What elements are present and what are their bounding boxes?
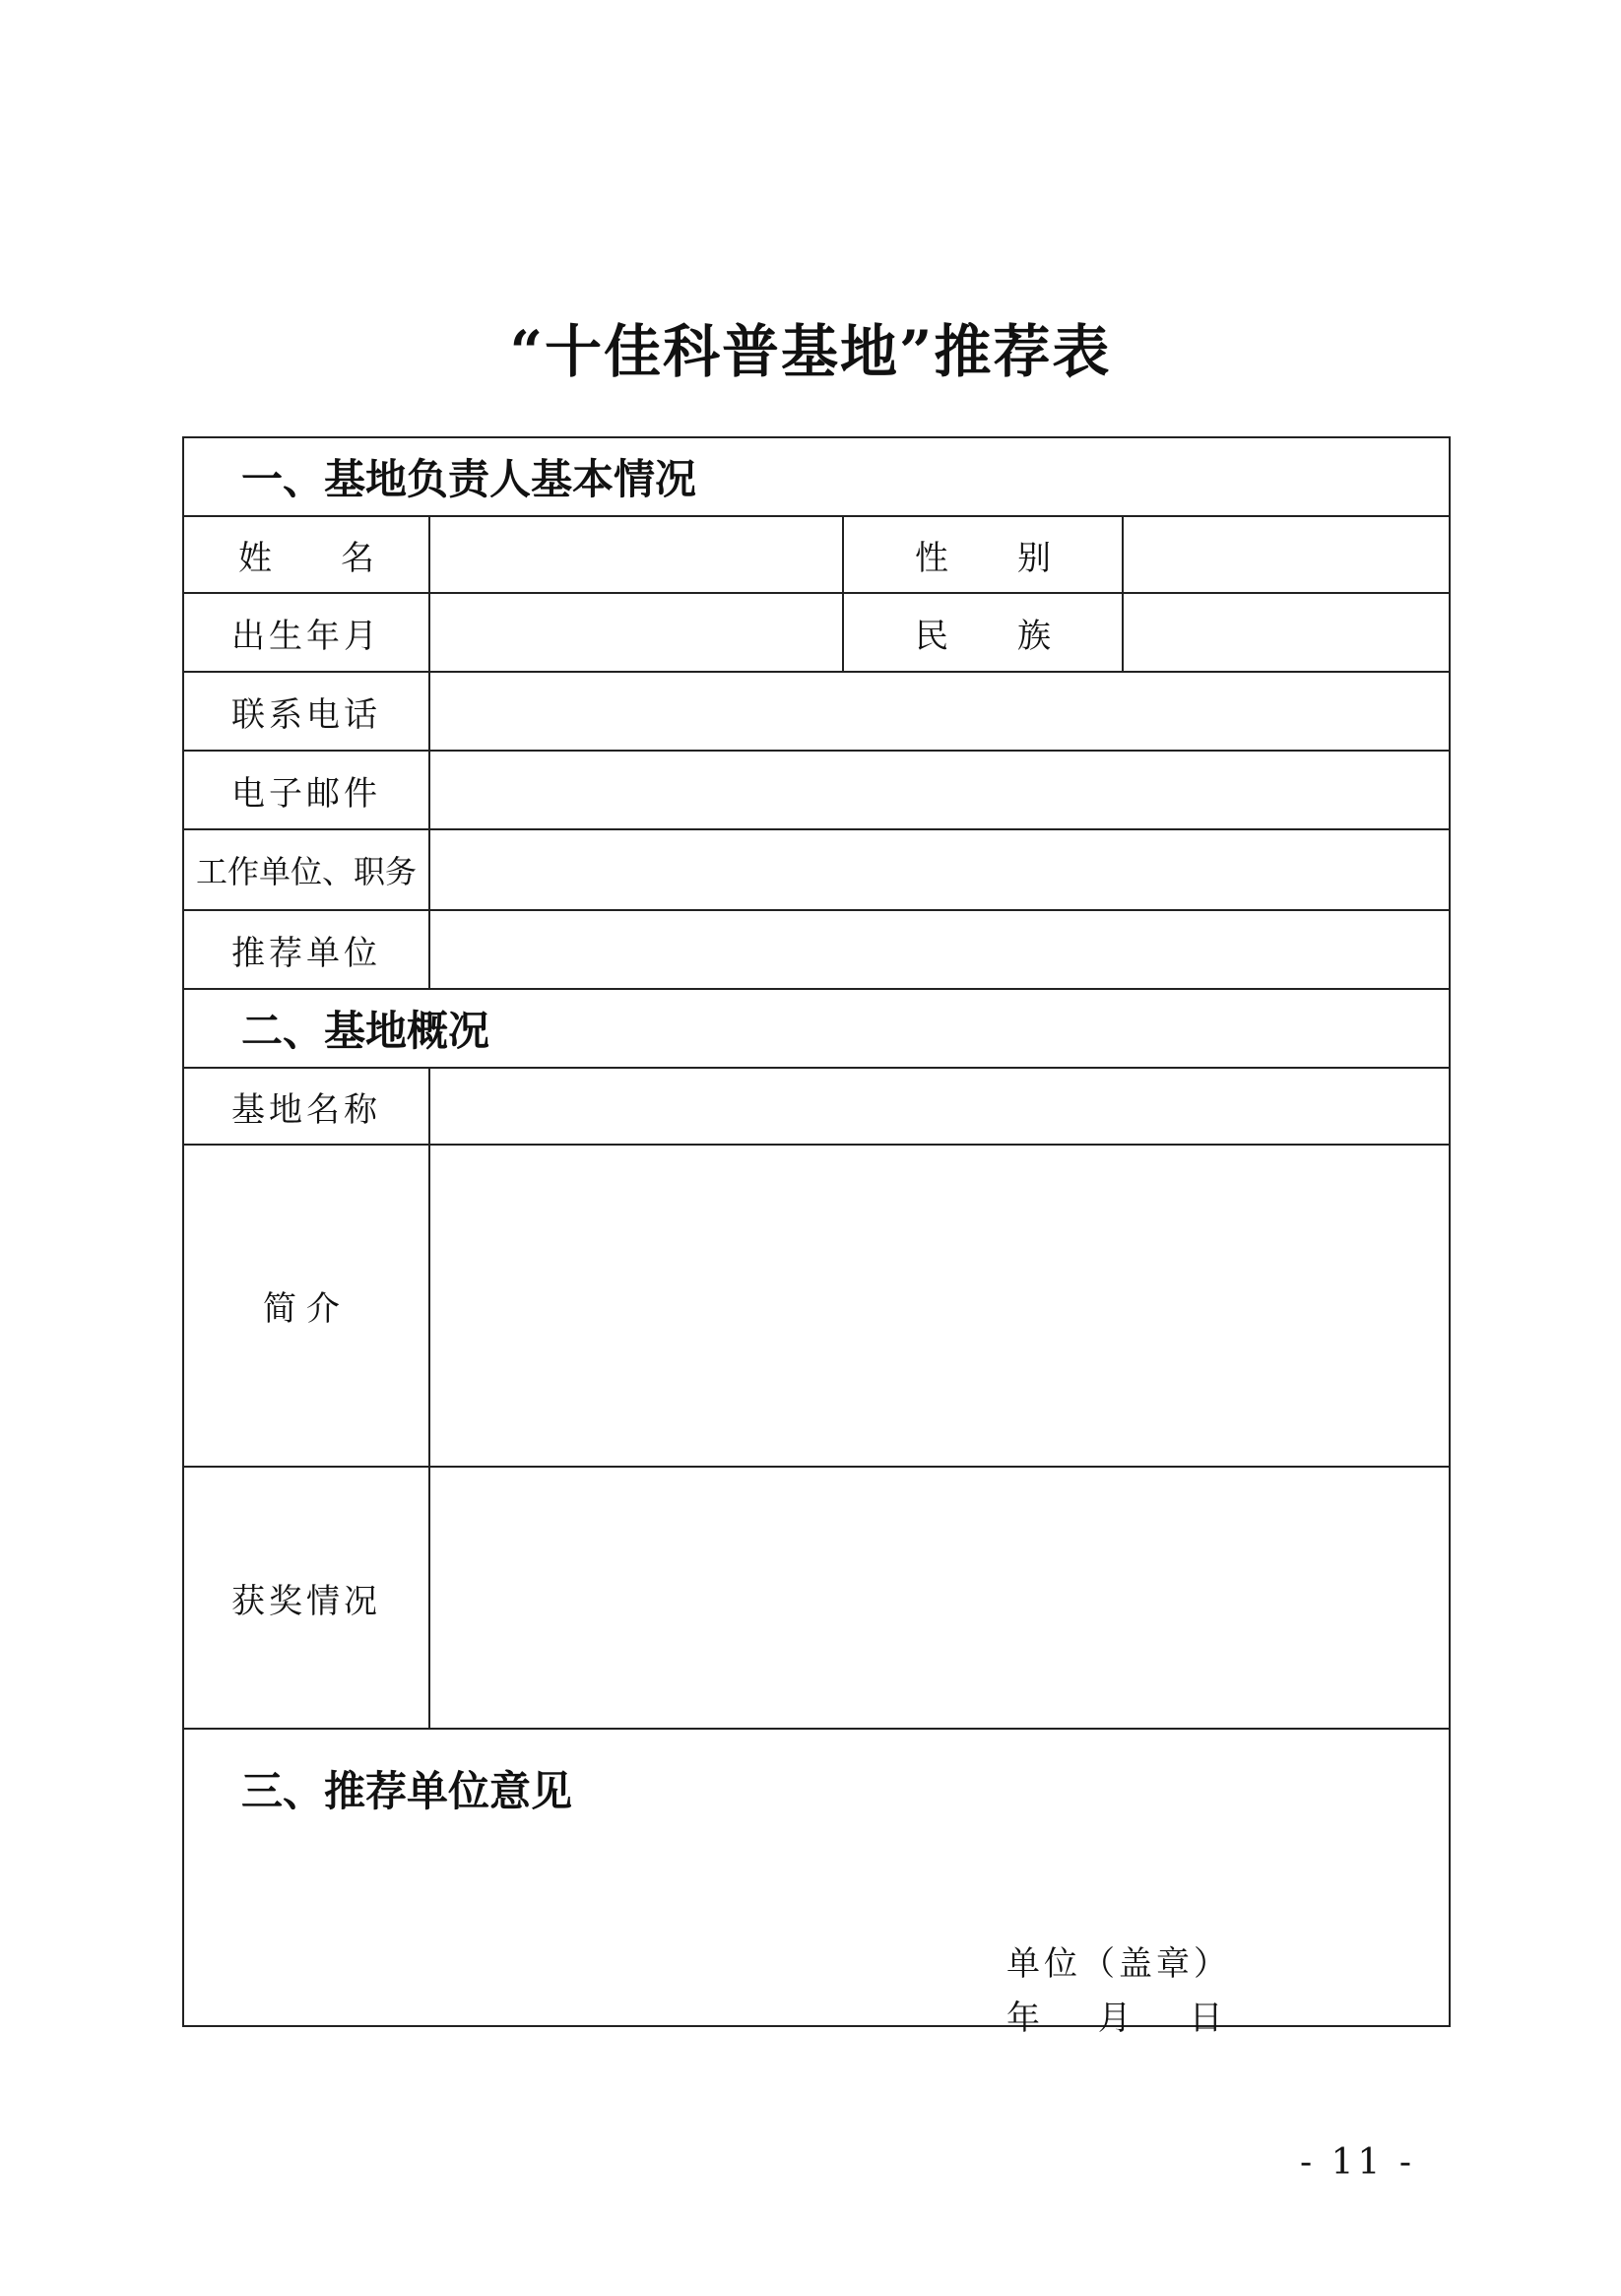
form-row-awards — [184, 1468, 1449, 1730]
page-number: - 11 - — [1300, 2142, 1416, 2183]
email-field[interactable] — [430, 752, 1449, 828]
phone-field[interactable] — [430, 673, 1449, 750]
section-heading-opinion: 三、推荐单位意见 — [241, 1767, 573, 1815]
recommending-unit-label: 推荐单位 — [184, 911, 430, 988]
form-row-name-gender — [184, 517, 1449, 594]
section-row-basic-info — [184, 438, 1449, 517]
form-row-birth-ethnicity — [184, 594, 1449, 673]
section-heading-basic-info: 一、基地负责人基本情况 — [241, 455, 697, 503]
intro-label: 简介 — [184, 1146, 430, 1466]
section-row-opinion — [184, 1730, 1449, 2038]
awards-label: 获奖情况 — [184, 1468, 430, 1728]
intro-field[interactable] — [430, 1146, 1449, 1466]
form-row-base-name — [184, 1069, 1449, 1146]
gender-field[interactable] — [1124, 517, 1449, 592]
recommendation-form — [182, 436, 1451, 2038]
form-row-work-unit — [184, 830, 1449, 911]
section-heading-overview: 二、基地概况 — [241, 1007, 490, 1055]
page-title: “十佳科普基地”推荐表 — [509, 318, 1112, 385]
work-unit-field[interactable] — [430, 830, 1449, 909]
form-row-recommending-unit — [184, 911, 1449, 990]
form-row-phone — [184, 673, 1449, 752]
section-row-overview — [184, 990, 1449, 1069]
name-field[interactable] — [430, 517, 844, 592]
awards-field[interactable] — [430, 1468, 1449, 1728]
base-name-field[interactable] — [430, 1069, 1449, 1144]
gender-label: 性别 — [844, 517, 1124, 592]
ethnicity-field[interactable] — [1124, 594, 1449, 671]
email-label: 电子邮件 — [184, 752, 430, 828]
birth-field[interactable] — [430, 594, 844, 671]
ethnicity-label: 民族 — [844, 594, 1124, 671]
date-label: 年 月 日 — [1006, 1999, 1227, 2038]
phone-label: 联系电话 — [184, 673, 430, 750]
form-row-intro — [184, 1146, 1449, 1468]
stamp-label: 单位（盖章） — [1006, 1944, 1231, 1984]
birth-label: 出生年月 — [184, 594, 430, 671]
recommending-unit-field[interactable] — [430, 911, 1449, 988]
name-label: 姓名 — [184, 517, 430, 592]
work-unit-label: 工作单位、职务 — [184, 830, 430, 909]
base-name-label: 基地名称 — [184, 1069, 430, 1144]
form-row-email — [184, 752, 1449, 830]
